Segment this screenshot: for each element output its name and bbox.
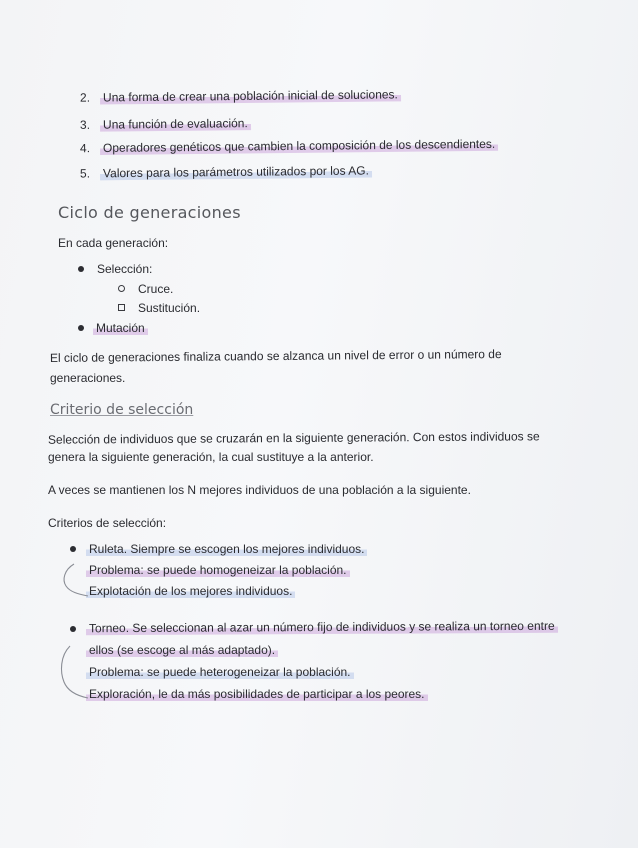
list-text: Valores para los parámetros utilizados por los AG.	[100, 163, 372, 180]
bullet-icon	[70, 546, 76, 552]
section-heading-ciclo: Ciclo de generaciones	[58, 203, 241, 222]
bullet-torneo: Torneo. Se seleccionan al azar un número fijo de individuos y se realiza un torneo entre	[86, 618, 558, 636]
bullet-ruleta-line: Problema: se puede homogeneizar la población.	[86, 562, 350, 578]
bullet-mutacion: Mutación	[93, 320, 148, 336]
sub-bullet-sustitucion: Sustitución.	[138, 301, 201, 315]
handwritten-bracket-icon	[58, 642, 88, 702]
bullet-torneo-line: Problema: se puede heterogeneizar la población.	[86, 664, 354, 680]
list-item-2	[80, 86, 401, 105]
paragraph-line: Selección de individuos que se cruzarán en la siguiente generación. Con estos individuos se	[47, 429, 540, 447]
bullet-seleccion: Selección:	[97, 262, 153, 276]
paragraph-line: El ciclo de generaciones finaliza cuando se alzanca un nivel de error o un número de	[49, 347, 502, 365]
bullet-ruleta-line: Explotación de los mejores individuos.	[86, 583, 295, 599]
handwritten-bracket-icon	[60, 560, 90, 600]
paragraph: A veces se mantienen los N mejores individuos de una población a la siguiente.	[48, 483, 471, 497]
list-text: Una función de evaluación.	[100, 116, 251, 132]
sub-bullet-cruce: Cruce.	[138, 282, 174, 296]
paragraph-line: generaciones.	[50, 371, 126, 385]
list-text: Operadores genéticos que cambien la composición de los descendientes.	[100, 137, 498, 155]
bullet-icon	[78, 266, 84, 272]
list-text: Una forma de crear una población inicial de soluciones.	[100, 87, 401, 104]
bullet-icon	[70, 626, 76, 632]
square-bullet-icon	[118, 304, 125, 311]
section-intro: En cada generación:	[58, 236, 169, 250]
list-number: 2.	[79, 90, 91, 105]
bullet-torneo-line: ellos (se escoge al más adaptado).	[86, 642, 278, 658]
list-item-4	[80, 136, 498, 156]
bullet-torneo-line: Exploración, le da más posibilidades de participar a los peores.	[86, 686, 428, 702]
section-intro: Criterios de selección:	[48, 516, 167, 530]
paragraph-line: genera la siguiente generación, la cual sustituye a la anterior.	[48, 450, 374, 464]
list-number: 4.	[79, 141, 91, 156]
list-item-5	[80, 162, 372, 181]
section-heading-criterio: Criterio de selección	[50, 402, 194, 418]
circle-bullet-icon	[118, 285, 125, 292]
list-number: 5.	[79, 166, 91, 181]
list-number: 3.	[79, 117, 91, 132]
bullet-icon	[78, 325, 84, 331]
list-item-3	[80, 115, 251, 133]
bullet-ruleta: Ruleta. Siempre se escogen los mejores individuos.	[86, 541, 367, 557]
